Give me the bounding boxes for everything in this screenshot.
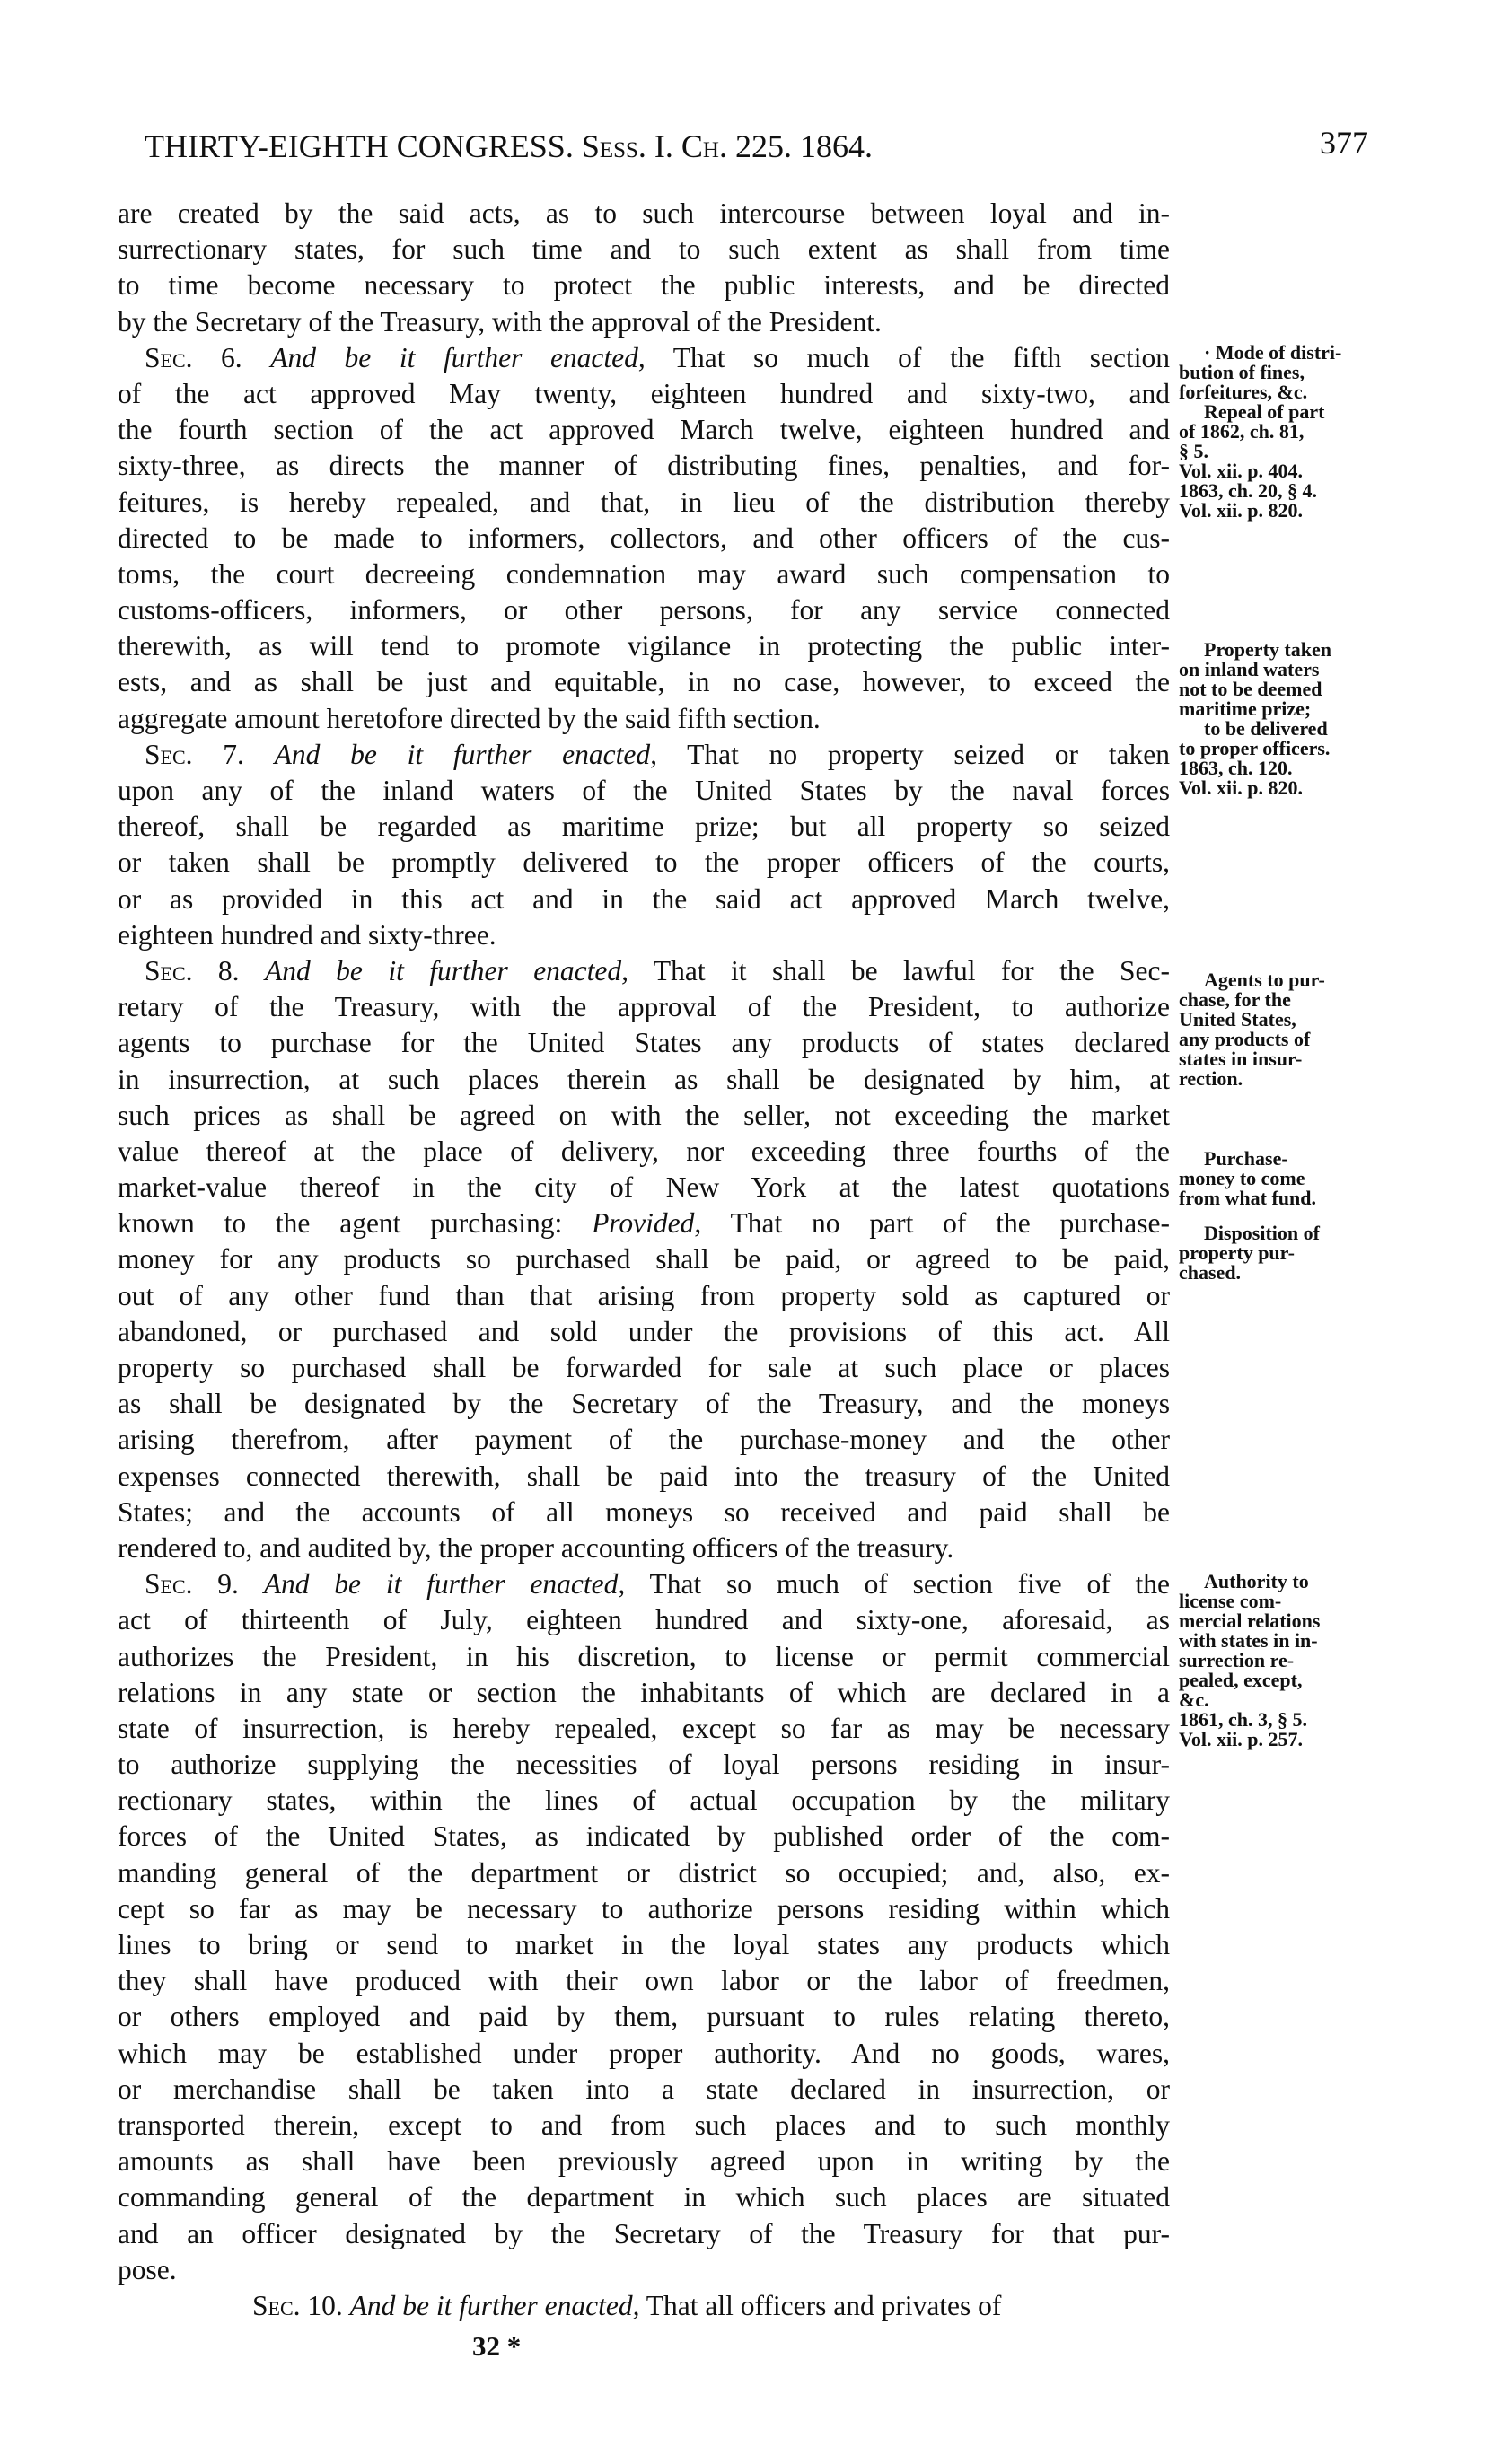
text-line [118, 557, 1170, 592]
margin-note-line: 1863, ch. 20, § 4. [1179, 479, 1317, 502]
margin-note-line: Property taken [1204, 638, 1331, 661]
page-number: 377 [1320, 125, 1368, 161]
header-title: THIRTY-EIGHTH CONGRESS. [145, 128, 574, 164]
margin-note-line: states in insur- [1179, 1048, 1303, 1070]
text-segment: or others employed and paid by them, pursuant to rules relating thereto, [118, 2001, 1170, 2033]
text-segment: of the act approved May twenty, eighteen hundred and sixty-two, and [118, 377, 1170, 409]
text-segment: such prices as shall be agreed on with the seller, not exceeding the market [118, 1099, 1170, 1131]
margin-note-line: to be delivered [1204, 717, 1328, 740]
margin-note [1179, 1223, 1394, 1283]
text-segment: out of any other fund than that arising from property sold as captured or [118, 1279, 1170, 1311]
text-line [118, 376, 1170, 412]
text-segment: value thereof at the place of delivery, nor exceeding three fourths of the [118, 1135, 1170, 1167]
text-line [118, 773, 1170, 809]
text-segment: to time become necessary to protect the public interests, and be directed [118, 269, 1170, 302]
text-segment: are created by the said acts, as to such intercourse between loyal and in- [118, 197, 1170, 229]
margin-note-line: Purchase- [1204, 1147, 1288, 1170]
text-segment: market-value thereof in the city of New York at the latest quotations [118, 1171, 1170, 1204]
italic-text: And be it further enacted, [263, 1568, 626, 1600]
italic-text: Provided, [592, 1207, 702, 1240]
margin-note-line: Vol. xii. p. 257. [1179, 1728, 1303, 1750]
text-line [118, 1602, 1170, 1638]
text-line [118, 2108, 1170, 2144]
text-line [118, 412, 1170, 448]
text-segment: therewith, as will tend to promote vigilance in protecting the public inter- [118, 630, 1170, 662]
text-line [118, 1459, 1170, 1495]
margin-note [1179, 1572, 1394, 1749]
text-line [118, 232, 1170, 267]
text-segment: upon any of the inland waters of the United States by the naval forces [118, 775, 1170, 806]
section-label: Sec. 9. [145, 1568, 264, 1600]
text-segment: ests, and as shall be just and equitable, in no case, however, to exceed the [118, 666, 1170, 698]
margin-note-line: pealed, except, [1179, 1669, 1303, 1691]
text-line [118, 340, 1170, 376]
text-segment: and an officer designated by the Secretary of the Treasury for that pur- [118, 2217, 1170, 2249]
text-line [118, 2288, 1002, 2324]
text-line [118, 664, 1170, 700]
text-segment: cept so far as may be necessary to authorize persons residing within which [118, 1892, 1170, 1925]
section-label: Sec. 8. [145, 954, 265, 986]
text-segment: abandoned, or purchased and sold under the provisions of this act. All [118, 1315, 1170, 1347]
text-line [118, 2252, 1170, 2288]
margin-note-line: · Mode of distri- [1204, 341, 1342, 364]
text-line [118, 2179, 1170, 2215]
text-segment: thereof, shall be regarded as maritime prize; but all property so seized [118, 811, 1170, 843]
text-line [118, 845, 1170, 881]
text-line [118, 304, 1170, 340]
text-line [118, 1927, 1170, 1963]
margin-note-line: maritime prize; [1179, 697, 1312, 720]
text-segment: amounts as shall have been previously agreed upon in writing by the [118, 2145, 1170, 2178]
text-line [118, 1062, 1170, 1098]
text-segment: That it shall be lawful for the Sec- [628, 954, 1170, 986]
margin-note-line: United States, [1179, 1008, 1296, 1030]
text-line [118, 1350, 1170, 1386]
signature-mark: 32 * [472, 2330, 522, 2362]
text-segment: manding general of the department or district so occupied; and, also, ex- [118, 1856, 1170, 1889]
text-line [118, 2072, 1170, 2108]
text-segment: money for any products so purchased shall be paid, or agreed to be paid, [118, 1243, 1170, 1276]
text-segment: authorizes the President, in his discretion, to license or permit commercial [118, 1640, 1170, 1672]
text-line [118, 1170, 1170, 1206]
text-segment: as shall be designated by the Secretary of the Treasury, and the moneys [118, 1388, 1170, 1420]
text-segment: That no property seized or taken [656, 738, 1170, 770]
margin-note-line: chase, for the [1179, 988, 1291, 1011]
text-segment: arising therefrom, after payment of the purchase-money and the other [118, 1424, 1170, 1456]
text-line [118, 1278, 1170, 1314]
margin-note-line: Vol. xii. p. 820. [1179, 776, 1303, 799]
margin-note [1179, 343, 1394, 402]
running-header [145, 127, 1330, 165]
section-label: Sec. 6. [145, 341, 271, 373]
margin-note-line: money to come [1179, 1167, 1305, 1189]
margin-note [1179, 719, 1394, 798]
text-line [118, 1422, 1170, 1458]
text-segment: That so much of section five of the [625, 1568, 1170, 1600]
margin-note-line: on inland waters [1179, 658, 1320, 680]
margin-note-line: to proper officers. [1179, 737, 1331, 759]
text-segment: agents to purchase for the United States any products of states declared [118, 1027, 1170, 1059]
text-segment: That so much of the fifth section [645, 341, 1170, 373]
margin-note-line: 1861, ch. 3, § 5. [1179, 1708, 1307, 1731]
text-line [118, 1098, 1170, 1134]
italic-text: And be it further enacted, [274, 738, 657, 770]
text-line [118, 1530, 1170, 1566]
text-segment: the fourth section of the act approved March twelve, eighteen hundred and [118, 414, 1170, 446]
margin-note-line: Disposition of [1204, 1222, 1320, 1244]
text-segment: feitures, is hereby repealed, and that, in lieu of the distribution thereby [118, 486, 1170, 518]
text-line [118, 1495, 1170, 1530]
text-line [118, 1206, 1170, 1241]
text-line [118, 701, 1170, 737]
text-segment: pose. [118, 2253, 177, 2285]
text-segment: they shall have produced with their own labor or the labor of freedmen, [118, 1965, 1170, 1997]
text-line [118, 2036, 1170, 2072]
text-segment: expenses connected therewith, shall be paid into the treasury of the United [118, 1460, 1170, 1492]
text-segment: States; and the accounts of all moneys so received and paid shall be [118, 1495, 1170, 1528]
text-segment: toms, the court decreeing condemnation may award such compensation to [118, 557, 1170, 590]
margin-note-line: rection. [1179, 1067, 1243, 1090]
text-segment: rectionary states, within the lines of actual occupation by the military [118, 1784, 1170, 1817]
text-line [118, 628, 1170, 664]
section-label: Sec. 10. [252, 2289, 350, 2321]
text-line [118, 1747, 1170, 1783]
margin-note [1179, 1149, 1394, 1208]
margin-note-line: Agents to pur- [1204, 969, 1325, 991]
text-segment: sixty-three, as directs the manner of distributing fines, penalties, and for- [118, 450, 1170, 482]
text-segment: by the Secretary of the Treasury, with the approval of the President. [118, 305, 882, 338]
text-segment: relations in any state or section the inhabitants of which are declared in a [118, 1676, 1170, 1708]
text-line [118, 485, 1170, 521]
header-chapter: Ch. 225. [681, 128, 792, 164]
margin-note-line: Repeal of part [1204, 400, 1325, 423]
text-line [118, 1241, 1170, 1277]
margin-note [1179, 970, 1394, 1089]
margin-note-line: Vol. xii. p. 404. [1179, 460, 1303, 482]
margin-note-line: from what fund. [1179, 1187, 1317, 1209]
text-line [118, 737, 1170, 773]
text-segment: rendered to, and audited by, the proper accounting officers of the treasury. [118, 1531, 954, 1564]
text-line [118, 592, 1170, 628]
margin-note-line: surrection re- [1179, 1649, 1295, 1671]
italic-text: And be it further enacted, [265, 954, 629, 986]
text-segment: transported therein, except to and from such places and to such monthly [118, 2109, 1170, 2141]
text-segment: which may be established under proper authority. And no goods, wares, [118, 2037, 1170, 2069]
text-segment: That all officers and privates of [639, 2289, 1002, 2321]
text-segment: aggregate amount heretofore directed by the said fifth section. [118, 702, 821, 734]
text-segment: That no part of the purchase- [701, 1207, 1170, 1240]
margin-note-line: of 1862, ch. 81, [1179, 420, 1305, 443]
margin-note-line: mercial relations [1179, 1609, 1321, 1632]
text-line [118, 953, 1170, 989]
margin-note-line: 1863, ch. 120. [1179, 757, 1293, 779]
italic-text: And be it further enacted, [349, 2289, 640, 2321]
text-line [118, 267, 1170, 303]
text-line [118, 1891, 1170, 1927]
margin-note-line: &c. [1179, 1688, 1209, 1711]
text-line [118, 989, 1170, 1025]
text-segment: eighteen hundred and sixty-three. [118, 918, 496, 951]
text-segment: or merchandise shall be taken into a state declared in insurrection, or [118, 2073, 1170, 2105]
text-line [118, 1711, 1170, 1747]
text-line [118, 1819, 1170, 1855]
text-segment: or taken shall be promptly delivered to the proper officers of the courts, [118, 846, 1170, 879]
text-segment: customs-officers, informers, or other persons, for any service connected [118, 594, 1170, 627]
italic-text: And be it further enacted, [270, 341, 646, 373]
text-line [118, 1566, 1170, 1602]
text-line [118, 196, 1170, 232]
text-line [118, 1963, 1170, 1999]
margin-note [1179, 640, 1394, 719]
text-segment: state of insurrection, is hereby repealed, except so far as may be necessary [118, 1712, 1170, 1744]
margin-note-line: license com- [1179, 1590, 1282, 1612]
margin-note-line: chased. [1179, 1261, 1242, 1284]
text-line [118, 1386, 1170, 1422]
text-line [118, 881, 1170, 917]
margin-note-line: property pur- [1179, 1241, 1295, 1264]
margin-note-line: Authority to [1204, 1570, 1309, 1592]
text-segment: or as provided in this act and in the said act approved March twelve, [118, 882, 1170, 915]
text-segment: known to the agent purchasing: [118, 1207, 593, 1240]
text-segment: commanding general of the department in which such places are situated [118, 2181, 1170, 2214]
text-segment: property so purchased shall be forwarded for sale at such place or places [118, 1352, 1170, 1383]
text-segment: directed to be made to informers, collectors, and other officers of the cus- [118, 522, 1170, 554]
margin-note [1179, 402, 1394, 521]
text-segment: act of thirteenth of July, eighteen hundred and sixty-one, aforesaid, as [118, 1604, 1170, 1636]
header-session: Sess. I. [581, 128, 673, 164]
text-line [118, 1855, 1170, 1891]
text-segment: forces of the United States, as indicated by published order of the com- [118, 1820, 1170, 1853]
body-text [118, 196, 1170, 2324]
margin-note-line: any products of [1179, 1028, 1311, 1050]
text-line [118, 1783, 1170, 1819]
text-line [118, 1639, 1170, 1675]
text-line [118, 1025, 1170, 1061]
text-segment: retary of the Treasury, with the approval of the President, to authorize [118, 991, 1170, 1023]
text-line [118, 2216, 1170, 2252]
margin-note-line: § 5. [1179, 440, 1208, 462]
text-line [118, 448, 1170, 484]
margin-note-line: bution of fines, [1179, 361, 1305, 383]
text-line [118, 1999, 1170, 2035]
text-segment: to authorize supplying the necessities of loyal persons residing in insur- [118, 1749, 1170, 1781]
text-line [118, 809, 1170, 845]
text-line [118, 1675, 1170, 1711]
text-line [118, 521, 1170, 557]
text-segment: surrectionary states, for such time and to such extent as shall from time [118, 233, 1170, 266]
text-line [118, 2144, 1170, 2179]
text-line [118, 1314, 1170, 1350]
margin-note-line: Vol. xii. p. 820. [1179, 499, 1303, 522]
text-line [118, 917, 1170, 953]
margin-note-line: forfeitures, &c. [1179, 381, 1308, 403]
margin-note-line: not to be deemed [1179, 678, 1322, 700]
margin-note-line: with states in in- [1179, 1629, 1318, 1652]
section-label: Sec. 7. [145, 738, 275, 770]
text-line [118, 1134, 1170, 1170]
header-year: 1864. [800, 128, 873, 164]
text-segment: in insurrection, at such places therein as shall be designated by him, at [118, 1063, 1170, 1095]
text-segment: lines to bring or send to market in the loyal states any products which [118, 1929, 1170, 1960]
